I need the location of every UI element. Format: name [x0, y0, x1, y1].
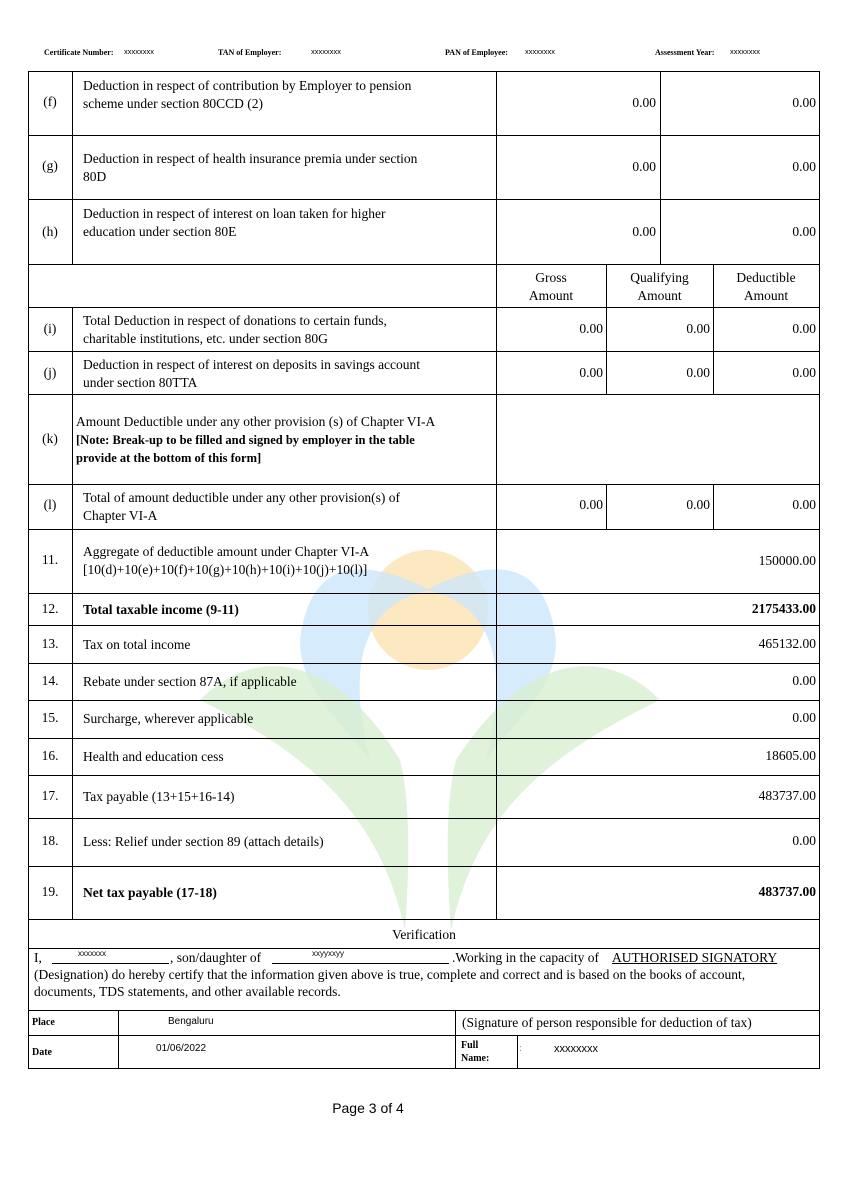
row-description-line2: 80D: [83, 169, 107, 184]
certificate-number-value: xxxxxxxx: [124, 47, 154, 56]
pan-label: PAN of Employee:: [445, 48, 508, 57]
row-amount: 0.00: [792, 673, 816, 688]
row-description-line2: scheme under section 80CCD (2): [83, 96, 263, 111]
deductible-amount: 0.00: [792, 95, 816, 110]
full-name-value: xxxxxxxx: [554, 1043, 598, 1055]
capacity-designation: AUTHORISED SIGNATORY: [612, 950, 778, 965]
row-note-line3: provide at the bottom of this form]: [76, 451, 262, 465]
qualifying-amount: 0.00: [686, 497, 710, 512]
row-description-line1: Total Deduction in respect of donations to certain funds,: [83, 313, 387, 328]
row-amount: 0.00: [792, 833, 816, 848]
row-label: (l): [43, 497, 57, 512]
verification-line3: documents, TDS statements, and other available records.: [34, 984, 341, 999]
deductible-amount: 0.00: [792, 365, 816, 380]
name-underline: [52, 963, 169, 964]
assessment-year-label: Assessment Year:: [655, 48, 715, 57]
place-value: Bengaluru: [168, 1016, 214, 1027]
father-underline: [272, 963, 449, 964]
row-description-line2: education under section 80E: [83, 224, 237, 239]
row-description: Less: Relief under section 89 (attach details): [83, 834, 324, 849]
row-description: Health and education cess: [83, 749, 224, 764]
tan-value: xxxxxxxx: [311, 47, 341, 56]
deductible-amount: 0.00: [792, 224, 816, 239]
row-description: Tax payable (13+15+16-14): [83, 789, 235, 804]
date-label: Date: [32, 1047, 52, 1058]
father-name: xxyyxxyy: [312, 949, 344, 958]
qualifying-amount: 0.00: [686, 365, 710, 380]
gross-amount: 0.00: [579, 497, 603, 512]
verification-line2: (Designation) do hereby certify that the information given above is true, complete and correct and is based on the books of account,: [34, 967, 746, 982]
qualifying-header-line1: Qualifying: [630, 270, 689, 285]
gross-amount: 0.00: [632, 224, 656, 239]
signature-caption: (Signature of person responsible for deduction of tax): [462, 1015, 752, 1030]
verification-i: I,: [34, 950, 42, 965]
verification-title: Verification: [392, 927, 456, 942]
gross-header-line1: Gross: [535, 270, 567, 285]
row-description-line2: Chapter VI-A: [83, 508, 158, 523]
full-name-colon: :: [519, 1043, 522, 1054]
row-label: (h): [42, 224, 58, 239]
tan-label: TAN of Employer:: [218, 48, 282, 57]
row-description-line2: [10(d)+10(e)+10(f)+10(g)+10(h)+10(i)+10(j)+10(l)]: [83, 562, 368, 577]
deductible-header-line2: Amount: [743, 288, 789, 303]
row-label: (g): [42, 158, 58, 173]
row-description: Surcharge, wherever applicable: [83, 711, 254, 726]
row-description: Net tax payable (17-18): [83, 885, 217, 900]
row-description-line2: under section 80TTA: [83, 375, 198, 390]
row-description-line1: Deduction in respect of interest on loan taken for higher: [83, 206, 386, 221]
deductible-amount: 0.00: [792, 321, 816, 336]
deductible-header-line1: Deductible: [736, 270, 796, 285]
row-description: Tax on total income: [83, 637, 191, 652]
verification-son-text: , son/daughter of: [170, 950, 262, 965]
row-label: 14.: [41, 673, 59, 688]
qualifying-amount: 0.00: [686, 321, 710, 336]
row-amount: 465132.00: [758, 636, 816, 651]
date-value: 01/06/2022: [156, 1043, 207, 1054]
row-description: Rebate under section 87A, if applicable: [83, 674, 297, 689]
qualifying-header-line2: Amount: [637, 288, 682, 303]
row-description-line1: Aggregate of deductible amount under Chapter VI-A: [83, 544, 370, 559]
row-description-line1: Total of amount deductible under any other provision(s) of: [83, 490, 400, 505]
place-label: Place: [32, 1017, 55, 1028]
deductible-amount: 0.00: [792, 159, 816, 174]
deductible-amount: 0.00: [792, 497, 816, 512]
pan-value: xxxxxxxx: [525, 47, 555, 56]
row-label: 12.: [41, 601, 59, 616]
row-amount: 2175433.00: [751, 601, 816, 616]
row-label: 15.: [41, 710, 59, 725]
row-label: 13.: [41, 636, 59, 651]
row-label: (k): [42, 431, 58, 446]
row-amount: 0.00: [792, 710, 816, 725]
row-note-line2: [Note: Break-up to be filled and signed by employer in the table: [76, 433, 415, 447]
full-name-label-line1: Full: [461, 1040, 479, 1051]
declarant-name: xxxxxxx: [78, 949, 106, 958]
row-label: (i): [43, 321, 57, 336]
row-label: 17.: [41, 788, 59, 803]
gross-amount: 0.00: [632, 95, 656, 110]
row-description-line1: Deduction in respect of contribution by Employer to pension: [83, 78, 412, 93]
row-amount: 18605.00: [765, 748, 816, 763]
verification-working-text: .Working in the capacity of: [452, 950, 599, 965]
aggregate-amount: 150000.00: [758, 553, 816, 568]
row-label: (j): [43, 365, 57, 380]
gross-header-line2: Amount: [528, 288, 574, 303]
row-label: 11.: [41, 552, 59, 567]
assessment-year-value: xxxxxxxx: [730, 47, 760, 56]
row-label: 16.: [41, 748, 59, 763]
row-description-line1: Deduction in respect of interest on deposits in savings account: [83, 357, 421, 372]
row-amount: 483737.00: [758, 788, 816, 803]
row-description: Total taxable income (9-11): [83, 602, 239, 617]
full-name-label-line2: Name:: [461, 1053, 490, 1064]
row-amount: 483737.00: [758, 884, 816, 899]
row-description-line1: Amount Deductible under any other provision (s) of Chapter VI-A: [76, 414, 436, 429]
row-description-line1: Deduction in respect of health insurance premia under section: [83, 151, 418, 166]
row-label: (f): [43, 94, 57, 109]
certificate-number-label: Certificate Number:: [44, 48, 114, 57]
gross-amount: 0.00: [632, 159, 656, 174]
row-label: 19.: [41, 884, 59, 899]
gross-amount: 0.00: [579, 365, 603, 380]
gross-amount: 0.00: [579, 321, 603, 336]
row-label: 18.: [41, 833, 59, 848]
row-description-line2: charitable institutions, etc. under section 80G: [83, 331, 328, 346]
page-number: Page 3 of 4: [332, 1100, 404, 1116]
